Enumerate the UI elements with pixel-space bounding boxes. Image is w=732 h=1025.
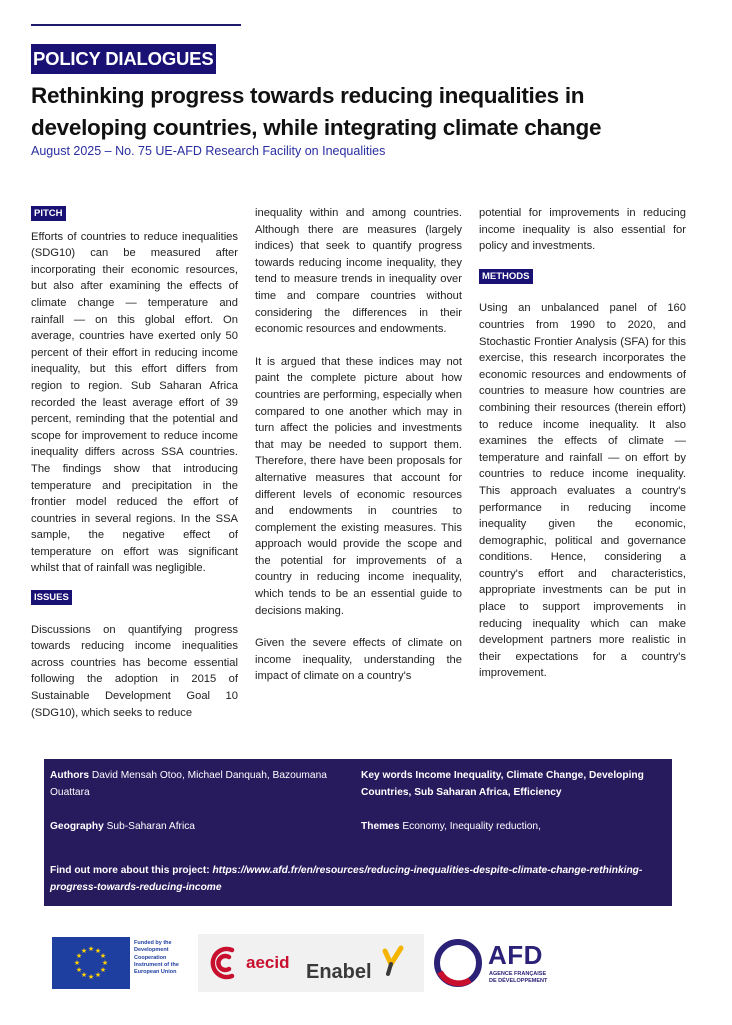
afd-ring-icon bbox=[432, 934, 486, 992]
column-3 bbox=[479, 205, 686, 682]
page-title: Rethinking progress towards reducing inequalities in developing countries, while integrating climate change bbox=[31, 83, 602, 140]
pitch-text: Efforts of countries to reduce inequalities (SDG10) can be measured after incorporating their economic resources, but also after examining the effects of climate change — temperature and rainfall — on this global effort. On average, countries have exerted only 50 percent of their effort in reducing income inequality, but this effort differs from region to region. Sub Saharan Africa recorded the least average effort of 39 percent, reminding that the potential and scope for improvement to reduce income inequality differs across SSA countries. The findings show that introducing temperature and precipitation in the frontier model reduced the effort of countries in several regions. In the SSA sample, the negative effect of temperature on effort was significant whilst that of rainfall was negligible. bbox=[31, 230, 238, 575]
issues-text-part-1: Discussions on quantifying progress towards reducing income inequalities across countries has become essential following the adoption in 2015 of Sustainable Development Goal 10 (SDG10), which seeks to reduce bbox=[31, 623, 238, 719]
info-box bbox=[44, 759, 672, 906]
themes-block bbox=[361, 818, 541, 835]
keywords-block bbox=[361, 767, 661, 801]
eu-logo bbox=[52, 934, 190, 992]
afd-wordmark: AFD bbox=[488, 940, 543, 970]
svg-text:★: ★ bbox=[99, 966, 107, 974]
project-link[interactable]: https://www.afd.fr/en/resources/reducing-inequalities-despite-climate-change-rethinking-progress-towards-reducing-income bbox=[50, 865, 643, 893]
keywords-value: Income Inequality, Climate Change, Developing Countries, Sub Saharan Africa, Efficiency bbox=[361, 770, 644, 798]
top-rule bbox=[31, 24, 241, 26]
issues-text-part-4: potential for improvements in reducing income inequality is also essential for policy and investments. bbox=[479, 207, 686, 253]
authors-value: David Mensah Otoo, Michael Danquah, Bazoumana Ouattara bbox=[50, 770, 327, 798]
project-link-label: Find out more about this project: bbox=[50, 865, 210, 876]
geography-label: Geography bbox=[50, 821, 104, 832]
column-2 bbox=[255, 205, 462, 685]
eu-stars-icon bbox=[52, 937, 130, 989]
eu-caption: Funded by the Development Cooperation Instrument of the European Union bbox=[134, 940, 179, 976]
themes-label: Themes bbox=[361, 821, 400, 832]
svg-text:★: ★ bbox=[94, 947, 102, 955]
afd-caption-1: AGENCE FRANÇAISE bbox=[489, 971, 547, 977]
authors-label: Authors bbox=[50, 770, 90, 781]
themes-value: Economy, Inequality reduction, bbox=[402, 821, 541, 832]
eu-flag-icon bbox=[52, 937, 130, 989]
svg-text:★: ★ bbox=[75, 952, 83, 960]
svg-text:★: ★ bbox=[73, 959, 81, 967]
svg-text:★: ★ bbox=[75, 966, 83, 974]
section-heading-methods: METHODS bbox=[479, 269, 533, 284]
issues-text-part-3: Given the severe effects of climate on income inequality, understanding the impact of climate on a country's bbox=[255, 637, 462, 683]
enabel-wordmark: Enabel bbox=[306, 961, 372, 983]
svg-text:★: ★ bbox=[80, 947, 88, 955]
section-heading-issues: ISSUES bbox=[31, 590, 72, 605]
svg-text:★: ★ bbox=[87, 973, 95, 981]
issues-text-part-2: inequality within and among countries. Although there are measures (largely indices) that seek to quantify progress towards reducing income inequality, they tend to measure trends in inequality over time and compare countries without considering the differences in their economic resources and endowments. bbox=[255, 207, 462, 336]
authors-block bbox=[50, 767, 350, 801]
afd-caption-2: DE DÉVELOPPEMENT bbox=[489, 978, 548, 984]
geography-block bbox=[50, 818, 195, 835]
keywords-label: Key words bbox=[361, 770, 413, 781]
svg-text:★: ★ bbox=[94, 971, 102, 979]
afd-logo bbox=[432, 934, 562, 992]
svg-text:★: ★ bbox=[101, 959, 109, 967]
geography-value: Sub-Saharan Africa bbox=[106, 821, 195, 832]
project-link-block bbox=[50, 862, 668, 896]
issues-paragraph-2: It is argued that these indices may not paint the complete picture about how countries are performing, especially when compared to one another which may in turn affect the policies and investments that may be needed to support them. Therefore, there have been proposals for alternative measures that account for different levels of economic resources and endowments in countries to complement the existing measures. This approach would provide the scope and the potential for improvements of a country in reducing income inequality, which tends to be an essential guide to decisions making. bbox=[255, 355, 462, 617]
kicker-label: POLICY DIALOGUES bbox=[31, 44, 216, 74]
aecid-wordmark: aecid bbox=[246, 953, 290, 972]
methods-text: Using an unbalanced panel of 160 countries from 1990 to 2020, and Stochastic Frontier Analysis (SFA) for this exercise, this research incorporates the economic resources and endowments of countries to measure how countries are combining their resources (therein effort) to reduce income inequality. It also examines the effects of climate — temperature and rainfall — on effort by countries to reduce income inequality. This approach evaluates a country's performance in reducing income inequality given the economic, demographic, political and governance conditions. Hence, considering a country's effort and characteristics, appropriate investments can be put in place to support improvements in reducing inequality which can make development partners more realistic in their expectations for a country's improvement. bbox=[479, 302, 686, 680]
svg-text:★: ★ bbox=[80, 971, 88, 979]
svg-text:★: ★ bbox=[99, 952, 107, 960]
page-subtitle: August 2025 – No. 75 UE-AFD Research Facility on Inequalities bbox=[31, 144, 386, 158]
section-heading-pitch: PITCH bbox=[31, 206, 66, 221]
svg-text:★: ★ bbox=[87, 945, 95, 953]
partner-logos bbox=[198, 934, 424, 992]
column-1 bbox=[31, 205, 238, 719]
